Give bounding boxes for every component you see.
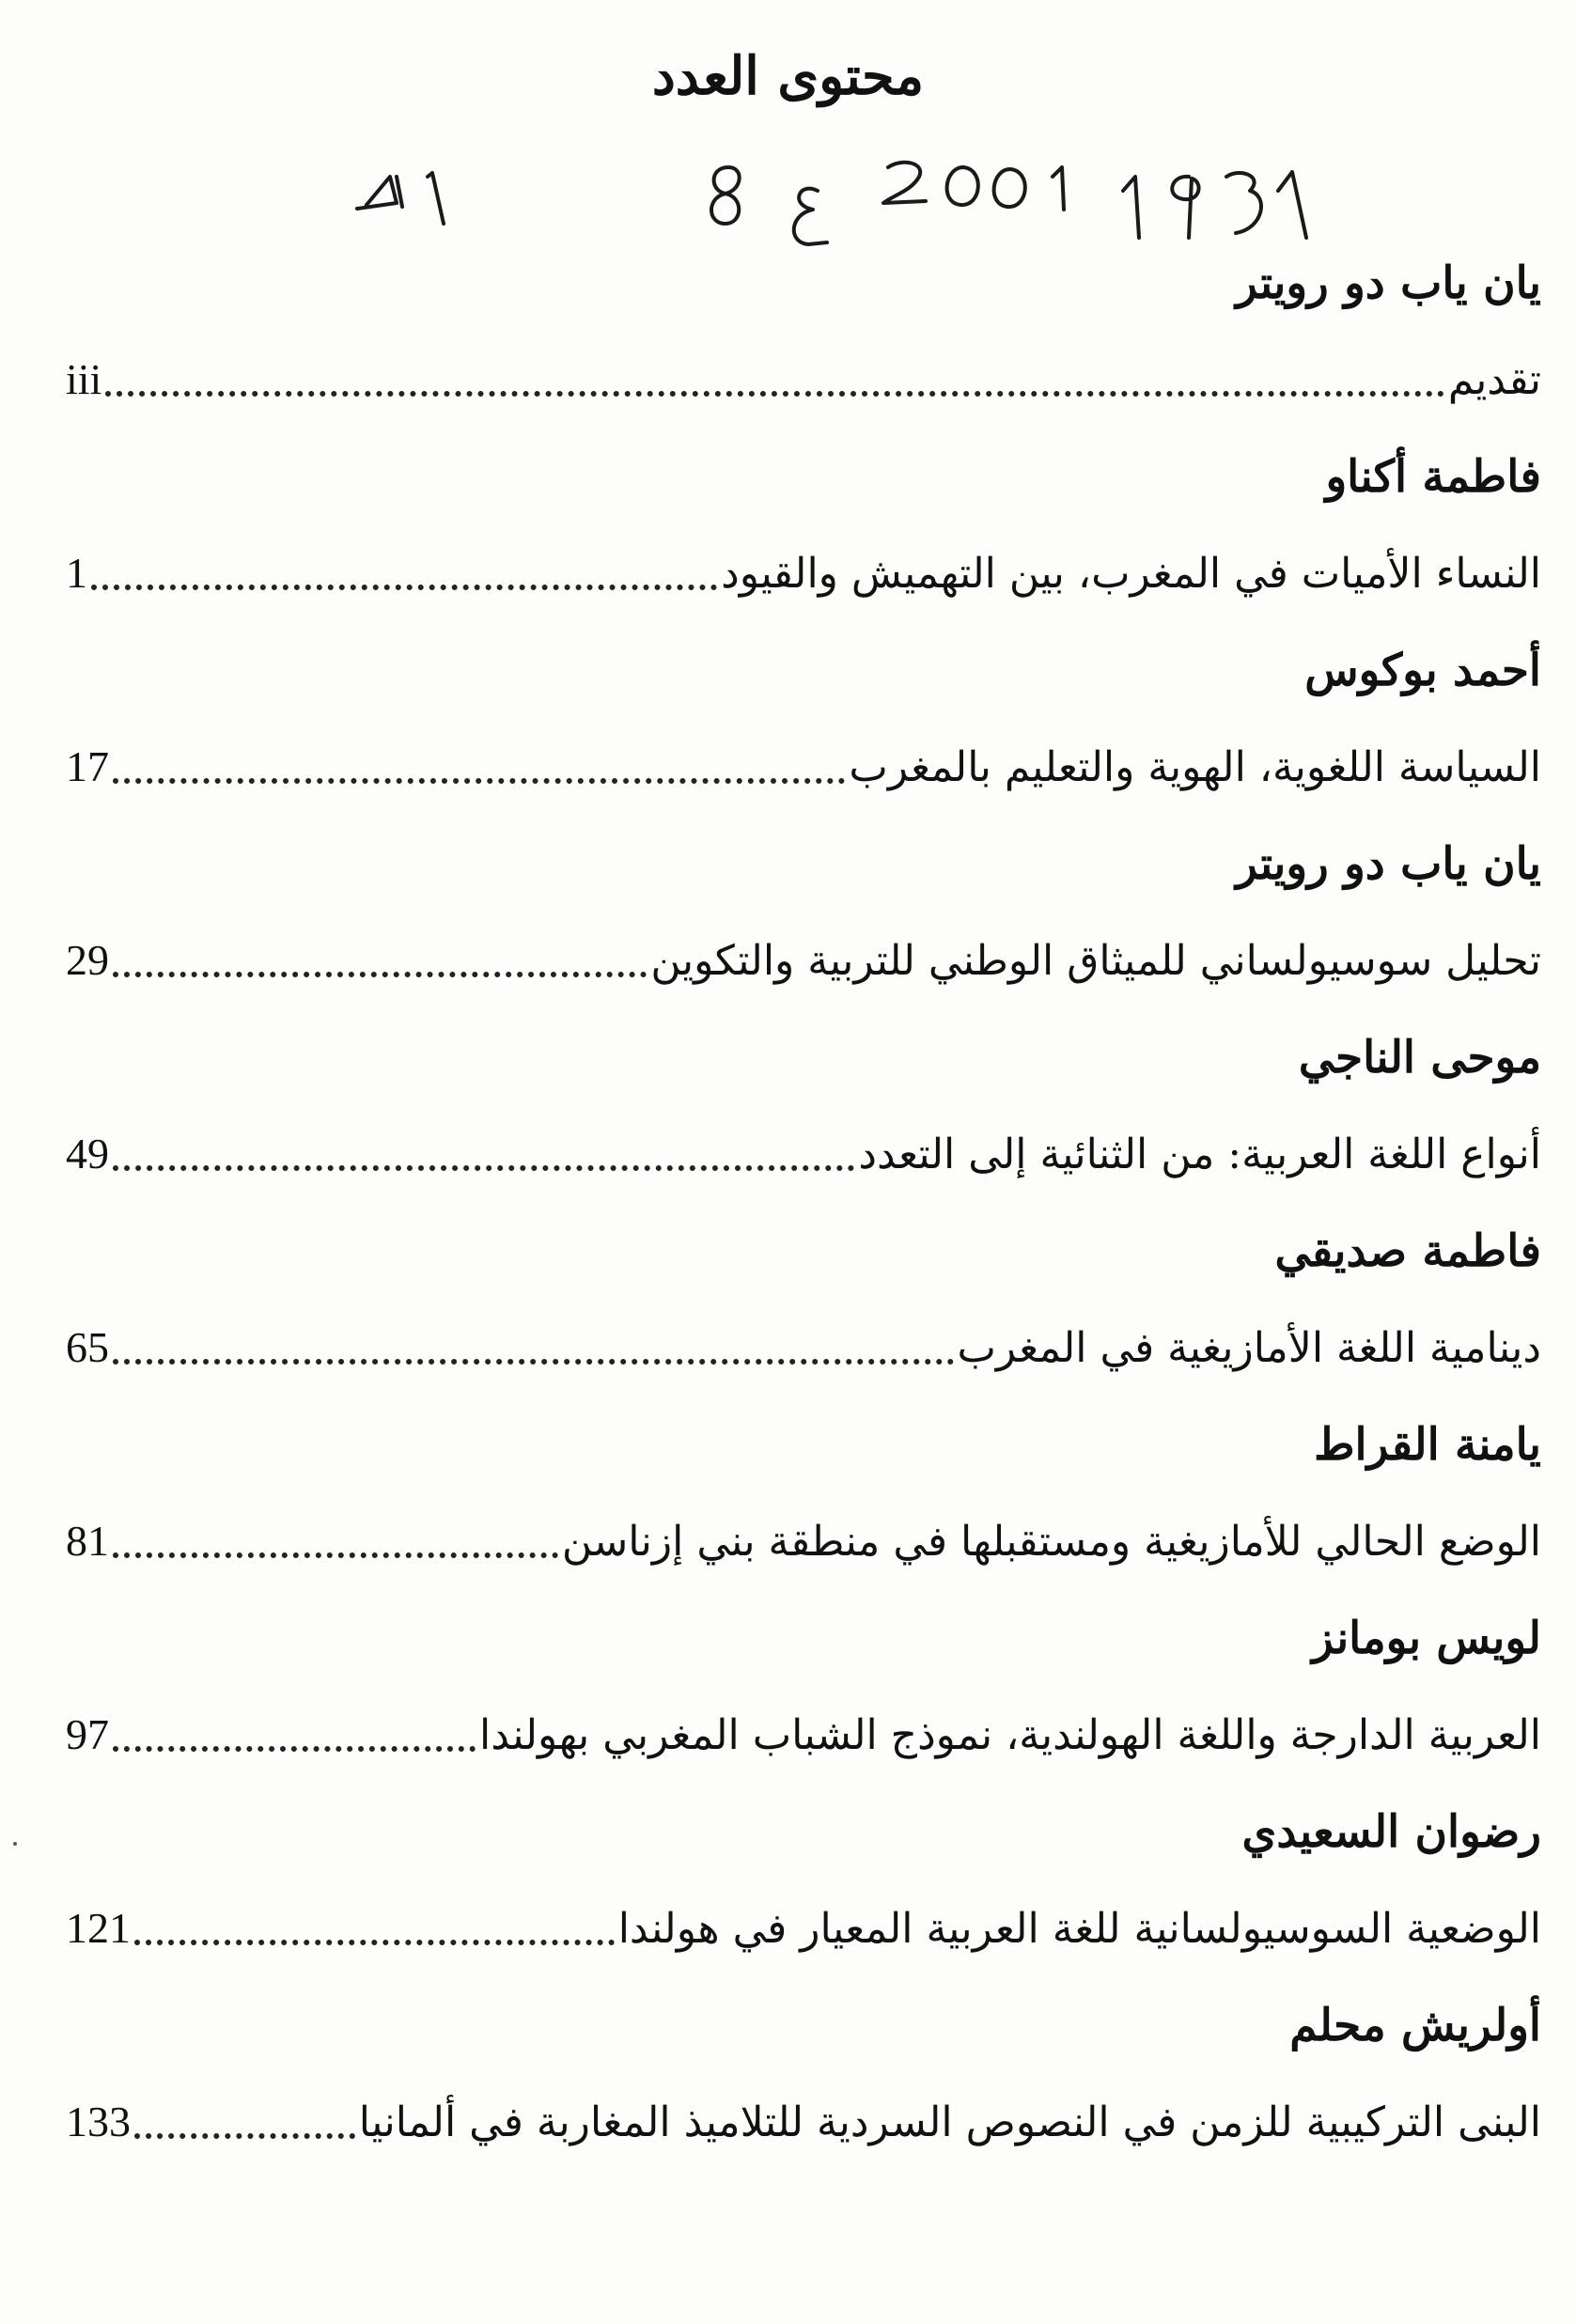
toc-entry	[66, 1998, 1541, 2191]
dot-leader	[113, 1165, 854, 1171]
entry-line	[66, 1705, 1541, 1765]
entry-title: السياسة اللغوية، الهوية والتعليم بالمغرب	[849, 743, 1541, 791]
entry-author: يامنة القراط	[1314, 1419, 1541, 1471]
entry-title: العربية الدارجة واللغة الهولندية، نموذج الشباب المغربي بهولندا	[478, 1711, 1541, 1759]
dot-leader	[134, 1940, 615, 1945]
entry-title: الوضع الحالي للأمازيغية ومستقبلها في منطقة بني إزناسن	[561, 1518, 1541, 1566]
entry-line	[66, 1511, 1541, 1571]
page-title: محتوى العدد	[651, 45, 925, 107]
entry-author: أحمد بوكوس	[1304, 645, 1541, 696]
entry-page-number: iii	[66, 355, 102, 403]
toc-entry	[66, 836, 1541, 1030]
entry-title: أنواع اللغة العربية: من الثنائية إلى التعدد	[858, 1131, 1541, 1178]
entry-line	[66, 930, 1541, 990]
entry-title: تقديم	[1447, 356, 1541, 404]
entry-page-number: 49	[66, 1130, 109, 1178]
entry-line	[66, 737, 1541, 797]
entry-author: رضوان السعيدي	[1241, 1806, 1541, 1858]
entry-line	[66, 350, 1541, 410]
entry-line	[66, 1318, 1541, 1378]
handwritten-note	[338, 139, 1447, 261]
entry-page-number: 81	[66, 1517, 109, 1565]
table-of-contents	[66, 256, 1541, 2191]
entry-page-number: 97	[66, 1710, 109, 1758]
toc-entry	[66, 1224, 1541, 1417]
toc-entry	[66, 1611, 1541, 1804]
handwritten-note-drawing	[338, 139, 1447, 261]
entry-page-number: 65	[66, 1323, 109, 1371]
toc-entry	[66, 256, 1541, 449]
entry-title: الوضعية السوسيولسانية للغة العربية المعيار في هولندا	[617, 1905, 1541, 1953]
entry-line	[66, 2092, 1541, 2152]
entry-page-number: 17	[66, 742, 109, 790]
toc-entry	[66, 1417, 1541, 1611]
entry-page-number: 133	[66, 2098, 131, 2145]
entry-author: فاطمة صديقي	[1274, 1225, 1541, 1277]
entry-author: يان ياب دو رويتر	[1236, 838, 1541, 890]
dot-leader	[113, 778, 845, 784]
dot-leader	[105, 391, 1444, 397]
dot-leader	[113, 1359, 954, 1365]
entry-line	[66, 1124, 1541, 1184]
entry-author: فاطمة أكناو	[1325, 451, 1541, 503]
entry-line	[66, 543, 1541, 603]
toc-entry	[66, 449, 1541, 643]
entry-author: لويس بومانز	[1312, 1613, 1541, 1664]
dot-leader	[113, 1746, 476, 1752]
dot-leader	[134, 2133, 355, 2139]
toc-entry	[66, 1804, 1541, 1998]
entry-page-number: 121	[66, 1904, 131, 1952]
toc-entry	[66, 643, 1541, 836]
entry-page-number: 29	[66, 936, 109, 984]
toc-entry	[66, 1030, 1541, 1224]
entry-title: تحليل سوسيولساني للميثاق الوطني للتربية والتكوين	[650, 937, 1541, 985]
dot-leader	[113, 972, 647, 977]
entry-author: موحى الناجي	[1298, 1032, 1541, 1084]
dot-leader	[113, 1552, 558, 1558]
entry-title: النساء الأميات في المغرب، بين التهميش والقيود	[721, 550, 1541, 598]
entry-line	[66, 1898, 1541, 1958]
entry-author: يان ياب دو رويتر	[1236, 257, 1541, 309]
entry-title: دينامية اللغة الأمازيغية في المغرب	[957, 1324, 1541, 1372]
entry-page-number: 1	[66, 549, 87, 597]
scan-speck	[13, 1842, 17, 1846]
dot-leader	[91, 585, 717, 590]
entry-title: البنى التركيبية للزمن في النصوص السردية للتلاميذ المغاربة في ألمانيا	[358, 2098, 1541, 2146]
entry-author: أولريش محلم	[1289, 2000, 1541, 2051]
